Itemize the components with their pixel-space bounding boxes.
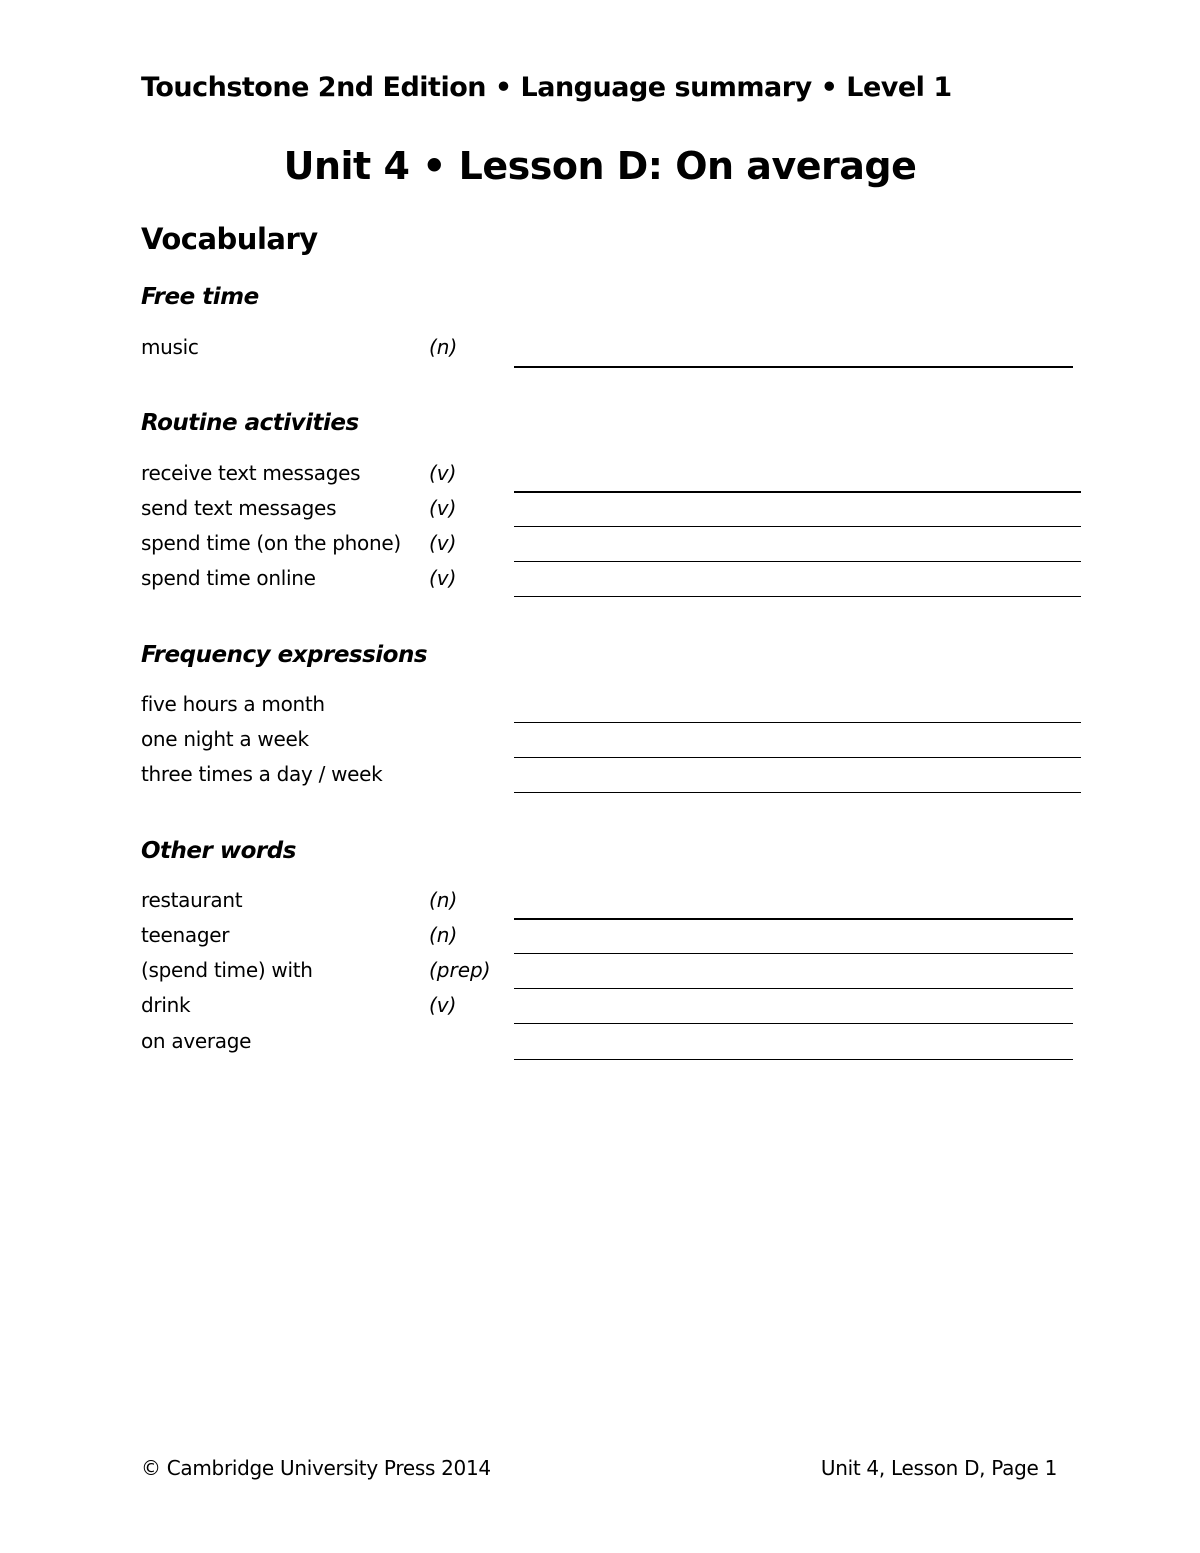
vocab-term: (spend time) with [141,958,313,982]
vocab-pos: (n) [429,335,458,359]
vocab-row [0,762,1200,797]
vocab-row [0,727,1200,762]
answer-line [514,918,1073,920]
document-header: Touchstone 2nd Edition • Language summary • Level 1 [141,72,952,103]
vocab-term: drink [141,993,191,1017]
vocab-term: teenager [141,923,230,947]
vocab-pos: (v) [429,461,457,485]
answer-line [514,792,1081,793]
vocab-row [0,335,1200,370]
answer-line [514,366,1073,368]
answer-line [514,526,1081,527]
footer-page-ref: Unit 4, Lesson D, Page 1 [820,1456,1057,1480]
group-heading-routine-activities: Routine activities [141,410,359,436]
vocab-row [0,566,1200,601]
vocab-pos: (prep) [429,958,491,982]
vocab-term: spend time online [141,566,316,590]
vocab-row [0,461,1200,496]
vocab-term: receive text messages [141,461,361,485]
vocab-row [0,923,1200,958]
answer-line [514,953,1073,954]
group-heading-other-words: Other words [141,838,296,864]
vocab-row [0,692,1200,727]
answer-line [514,1023,1073,1024]
lesson-title: Unit 4 • Lesson D: On average [283,144,917,188]
vocab-row [0,531,1200,566]
vocab-pos: (v) [429,993,457,1017]
vocab-pos: (n) [429,923,458,947]
group-heading-free-time: Free time [141,284,259,310]
vocab-term: one night a week [141,727,309,751]
answer-line [514,596,1081,597]
vocab-pos: (v) [429,531,457,555]
group-heading-frequency-expressions: Frequency expressions [141,642,428,668]
answer-line [514,491,1081,493]
vocab-row [0,496,1200,531]
vocab-pos: (v) [429,496,457,520]
vocab-row [0,958,1200,993]
vocab-row [0,1029,1200,1064]
vocab-term: five hours a month [141,692,325,716]
vocab-term: send text messages [141,496,337,520]
vocab-row [0,888,1200,923]
answer-line [514,722,1081,723]
answer-line [514,561,1081,562]
footer-copyright: © Cambridge University Press 2014 [141,1456,491,1480]
answer-line [514,757,1081,758]
answer-line [514,1059,1073,1060]
section-title-vocabulary: Vocabulary [141,222,318,256]
vocab-row [0,993,1200,1028]
answer-line [514,988,1073,989]
vocab-term: spend time (on the phone) [141,531,401,555]
vocab-term: music [141,335,199,359]
vocab-pos: (n) [429,888,458,912]
vocab-term: on average [141,1029,252,1053]
vocab-pos: (v) [429,566,457,590]
vocab-term: three times a day / week [141,762,383,786]
vocab-term: restaurant [141,888,243,912]
